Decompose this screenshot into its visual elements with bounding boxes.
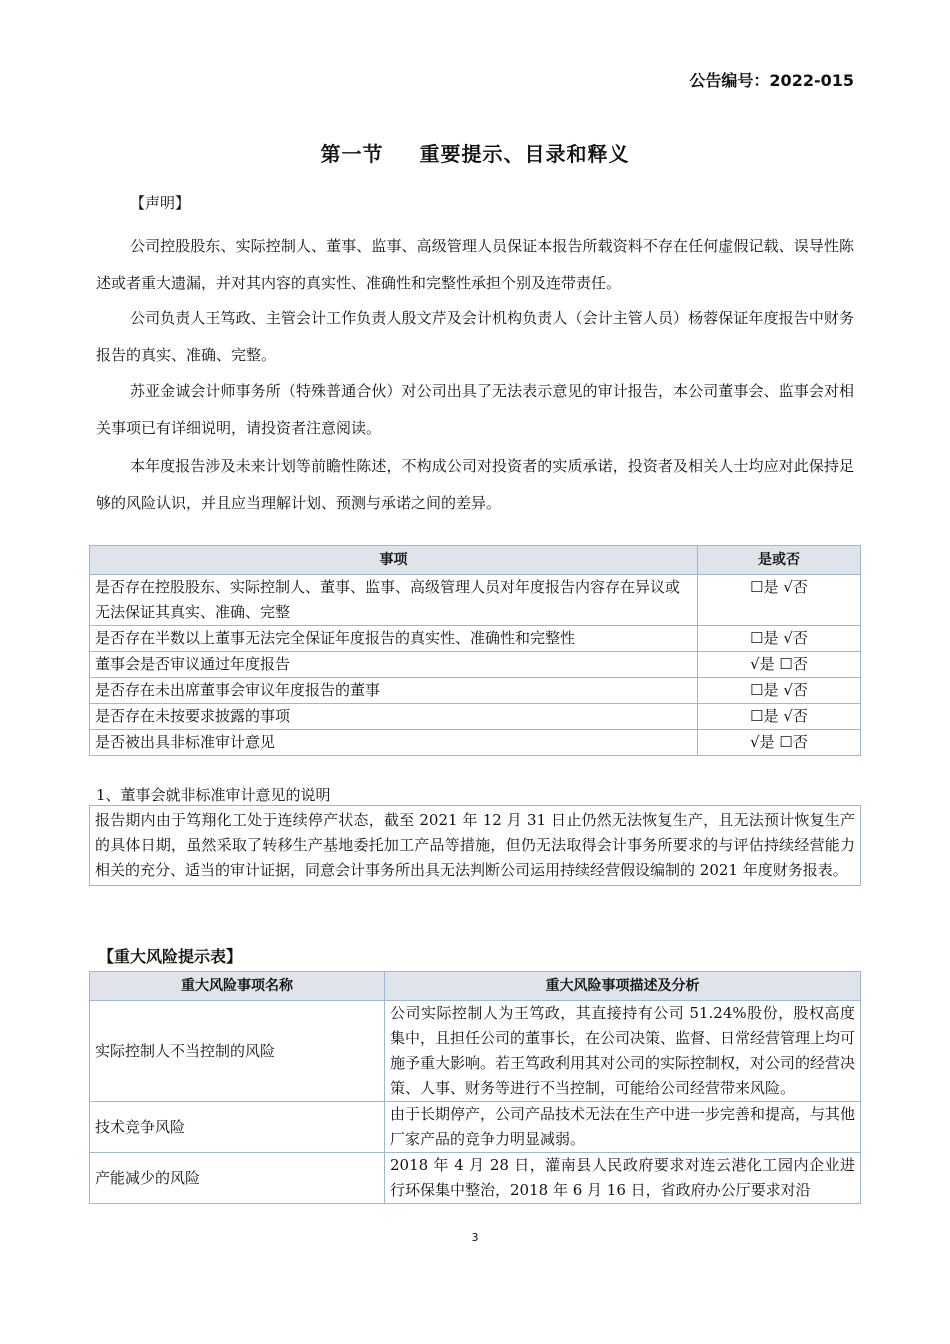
- risk-description: 公司实际控制人为王笃政，其直接持有公司 51.24%股份，股权高度集中，且担任公司的董事长，在公司决策、监督、日常经营管理上均可施予重大影响。若王笃政利用其对公司的实际控制权，对公司的经营决策、人事、财务等进行不当控制，可能给公司经营带来风险。: [385, 1001, 861, 1102]
- section-number: 第一节: [320, 142, 384, 166]
- matter-answer: ☐是 √否: [698, 704, 861, 730]
- matter-answer: ☐是 √否: [698, 678, 861, 704]
- matter-answer: √是 ☐否: [698, 652, 861, 678]
- table-row: [90, 730, 861, 756]
- risk-description: 由于长期停产，公司产品技术无法在生产中进一步完善和提高，与其他厂家产品的竞争力明显减弱。: [385, 1102, 861, 1153]
- risk-table-title: 【重大风险提示表】: [98, 947, 243, 966]
- matter-item: 是否被出具非标准审计意见: [90, 730, 698, 756]
- matter-item: 董事会是否审议通过年度报告: [90, 652, 698, 678]
- matter-answer: ☐是 √否: [698, 575, 861, 626]
- table-row: [90, 1001, 861, 1102]
- risk-name: 技术竞争风险: [90, 1102, 385, 1153]
- section-heading: 重要提示、目录和释义: [419, 142, 630, 166]
- risk-name: 产能减少的风险: [90, 1153, 385, 1204]
- audit-note-heading: 1、董事会就非标准审计意见的说明: [96, 786, 331, 804]
- column-header-item: 事项: [90, 546, 698, 575]
- section-title: [0, 138, 950, 167]
- table-row: [90, 1153, 861, 1204]
- matter-item: 是否存在半数以上董事无法完全保证年度报告的真实性、准确性和完整性: [90, 626, 698, 652]
- risk-name: 实际控制人不当控制的风险: [90, 1001, 385, 1102]
- matters-table: [89, 545, 861, 756]
- table-row: [90, 1102, 861, 1153]
- matter-item: 是否存在未按要求披露的事项: [90, 704, 698, 730]
- table-row: [90, 652, 861, 678]
- table-header-row: [90, 546, 861, 575]
- table-row: [90, 626, 861, 652]
- matter-answer: √是 ☐否: [698, 730, 861, 756]
- table-row: [90, 575, 861, 626]
- declaration-paragraph: 公司负责人王笃政、主管会计工作负责人殷文芹及会计机构负责人（会计主管人员）杨蓉保证年度报告中财务报告的真实、准确、完整。: [96, 309, 854, 364]
- matter-answer: ☐是 √否: [698, 626, 861, 652]
- declaration-heading: 【声明】: [130, 194, 191, 212]
- column-header-answer: 是或否: [698, 546, 861, 575]
- page-number: 3: [471, 1231, 479, 1244]
- column-header-risk-name: 重大风险事项名称: [90, 972, 385, 1001]
- notice-number: 公告编号：2022-015: [689, 71, 854, 90]
- table-row: [90, 678, 861, 704]
- matter-item: 是否存在未出席董事会审议年度报告的董事: [90, 678, 698, 704]
- table-row: [90, 704, 861, 730]
- table-header-row: [90, 972, 861, 1001]
- risk-table: [89, 971, 861, 1204]
- matter-item: 是否存在控股股东、实际控制人、董事、监事、高级管理人员对年度报告内容存在异议或无法保证其真实、准确、完整: [90, 575, 698, 626]
- declaration-paragraph: 公司控股股东、实际控制人、董事、监事、高级管理人员保证本报告所载资料不存在任何虚假记载、误导性陈述或者重大遗漏，并对其内容的真实性、准确性和完整性承担个别及连带责任。: [96, 237, 854, 292]
- audit-note-text: 报告期内由于笃翔化工处于连续停产状态，截至 2021 年 12 月 31 日止仍然无法恢复生产，且无法预计恢复生产的具体日期，虽然采取了转移生产基地委托加工产品等措施，但仍无法取得会计事务所要求的与评估持续经营能力相关的充分、适当的审计证据，同意会计事务所出具无法判断公司运用持续经营假设编制的 2021 年度财务报表。: [89, 805, 861, 886]
- declaration-paragraph: 苏亚金诚会计师事务所（特殊普通合伙）对公司出具了无法表示意见的审计报告，本公司董事会、监事会对相关事项已有详细说明，请投资者注意阅读。: [96, 382, 854, 437]
- declaration-paragraph: 本年度报告涉及未来计划等前瞻性陈述，不构成公司对投资者的实质承诺，投资者及相关人士均应对此保持足够的风险认识，并且应当理解计划、预测与承诺之间的差异。: [96, 457, 854, 512]
- risk-description: 2018 年 4 月 28 日，灌南县人民政府要求对连云港化工园内企业进行环保集中整治，2018 年 6 月 16 日，省政府办公厅要求对沿: [385, 1153, 861, 1204]
- column-header-risk-description: 重大风险事项描述及分析: [385, 972, 861, 1001]
